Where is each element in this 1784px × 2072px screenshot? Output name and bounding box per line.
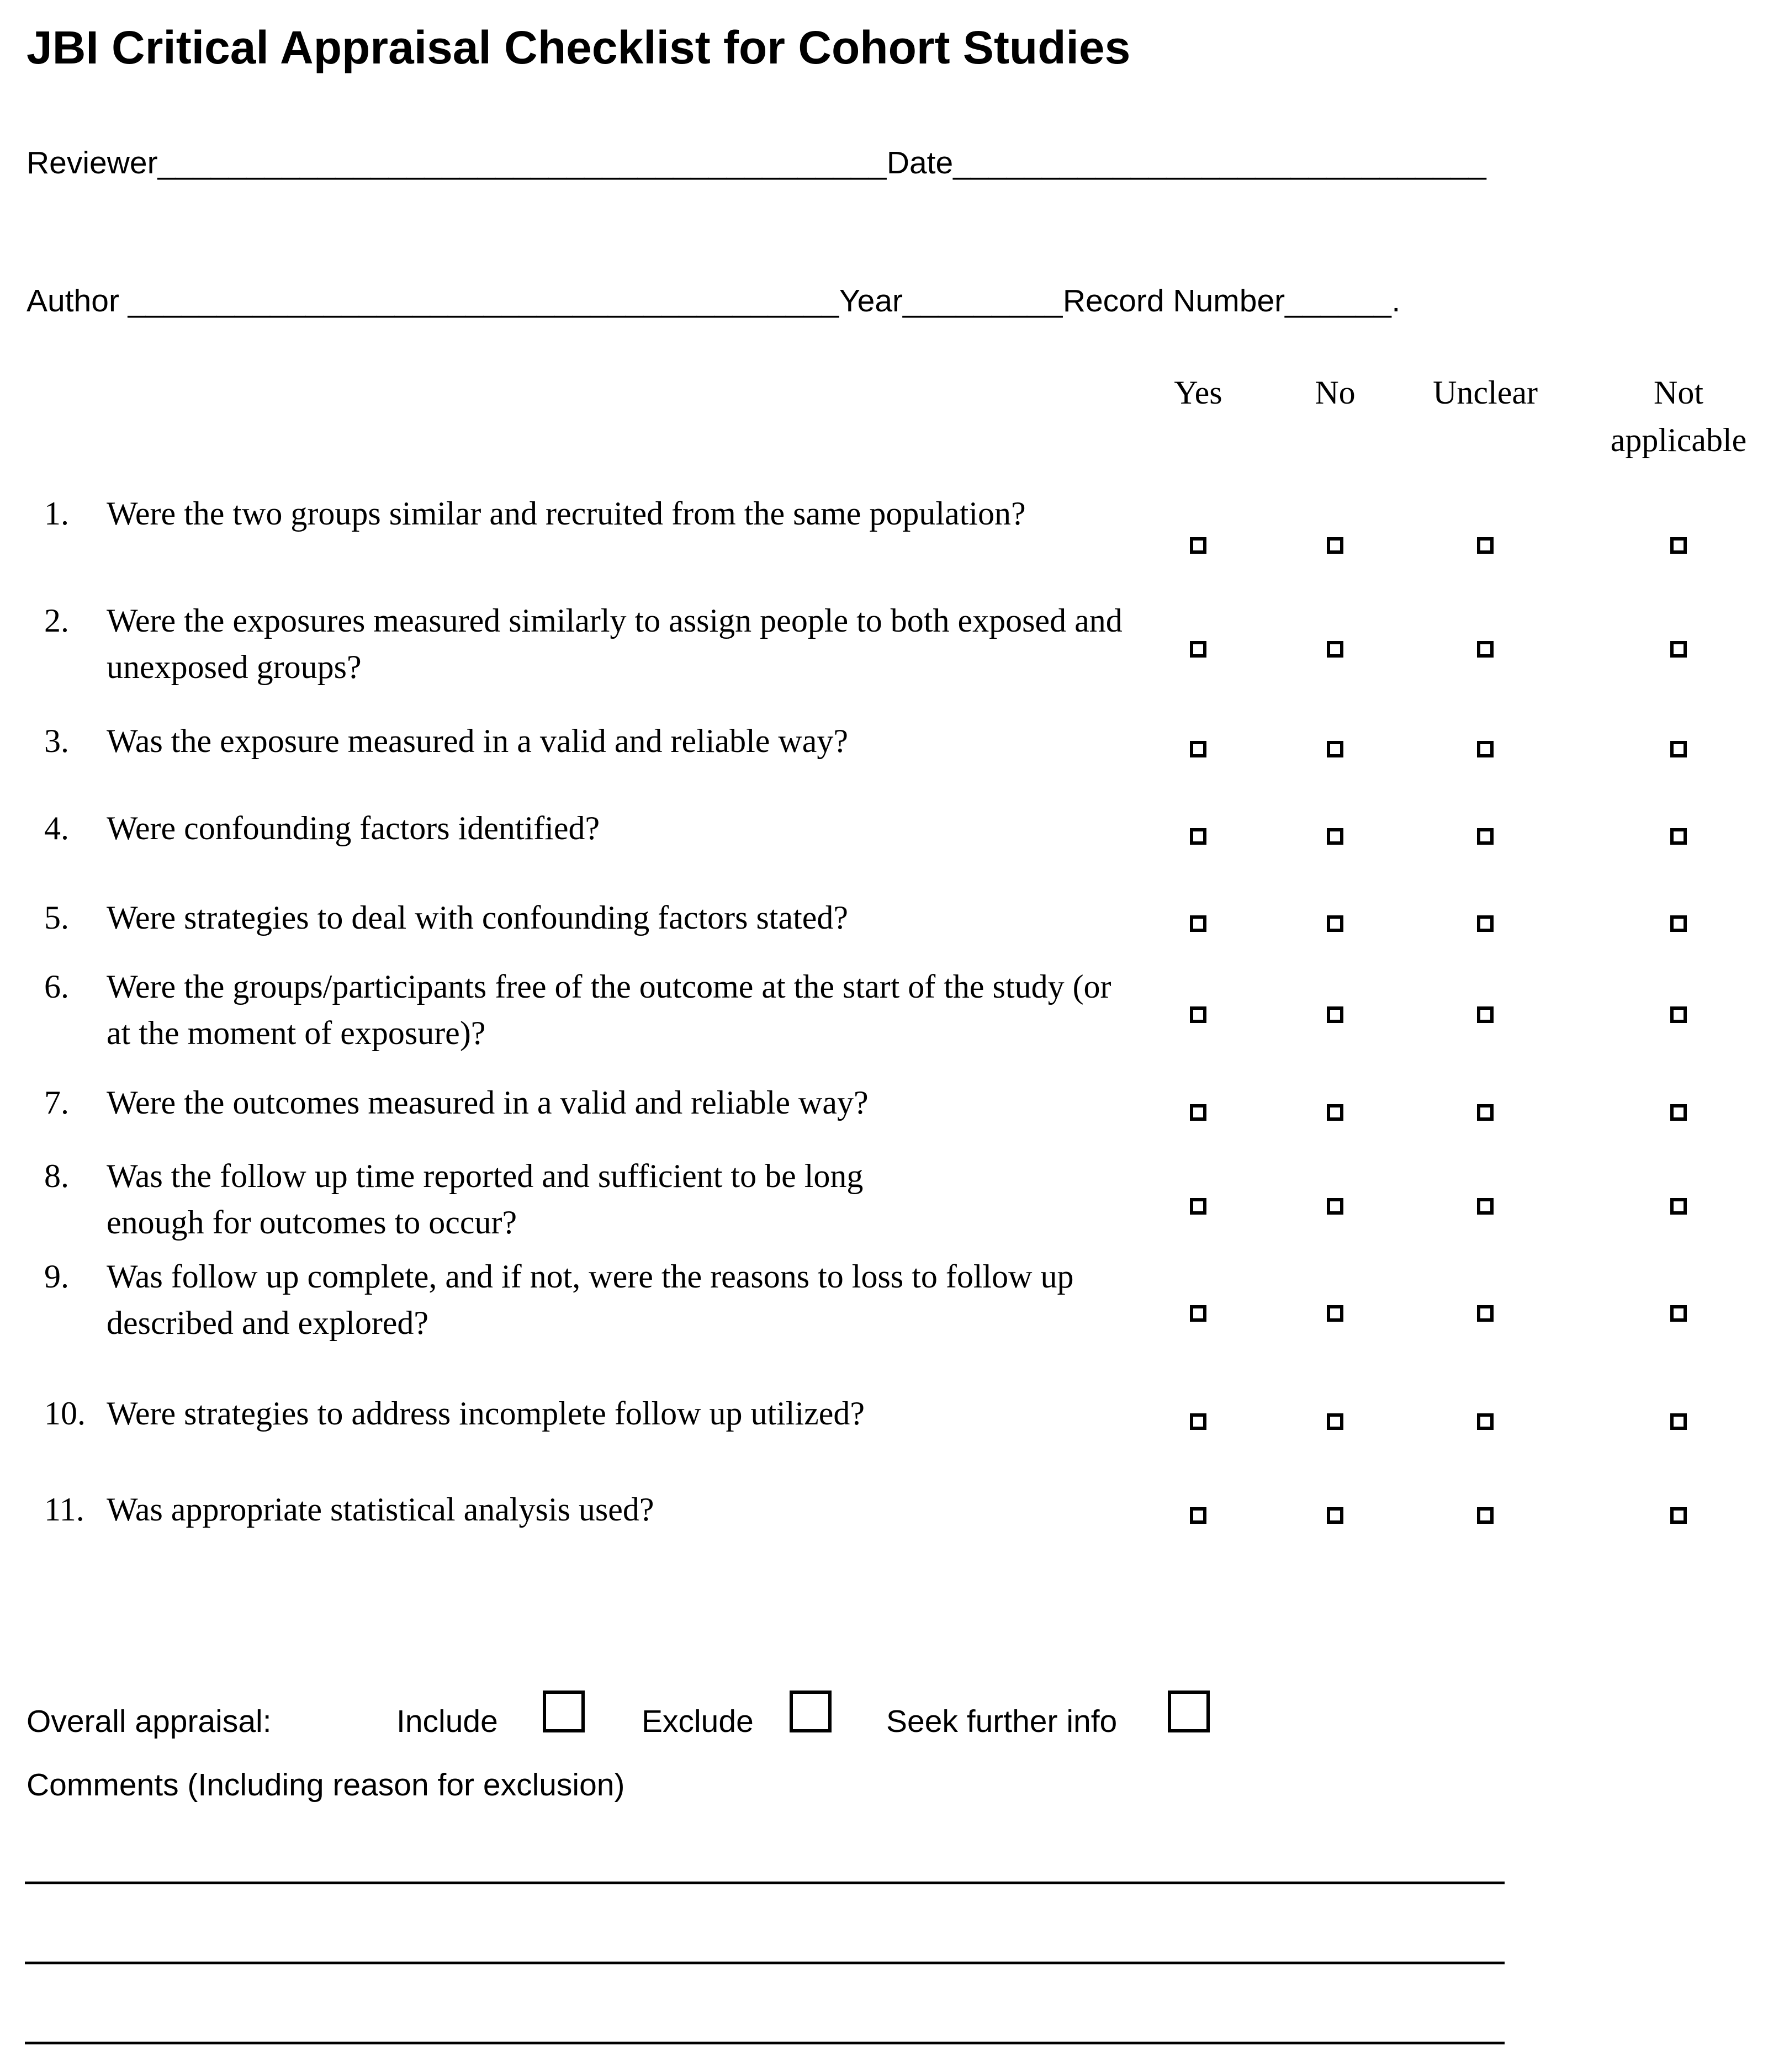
- question-text: Was the exposure measured in a valid and reliable way?: [107, 723, 848, 759]
- record-number-label: Record Number: [1062, 283, 1285, 319]
- checkbox-unclear[interactable]: [1477, 1507, 1494, 1524]
- checkbox-no[interactable]: [1327, 641, 1343, 658]
- checkbox-no[interactable]: [1327, 1413, 1343, 1430]
- checkbox-unclear[interactable]: [1477, 1305, 1494, 1322]
- question-text: Were the groups/participants free of the outcome at the start of the study (or at the moment of exposure)?: [107, 968, 1111, 1051]
- checkbox-unclear[interactable]: [1477, 1006, 1494, 1023]
- column-header-not-applicable: [1611, 369, 1747, 464]
- checkbox-not-applicable[interactable]: [1670, 1305, 1687, 1322]
- overall-appraisal-label: Overall appraisal:: [27, 1704, 272, 1739]
- reviewer-label: Reviewer: [27, 145, 158, 181]
- question-number: 8.: [44, 1158, 69, 1194]
- column-header-no: No: [1315, 374, 1356, 411]
- question-number: 11.: [44, 1491, 84, 1528]
- checkbox-yes[interactable]: [1190, 1507, 1206, 1524]
- comments-label: Comments (Including reason for exclusion): [27, 1767, 625, 1803]
- checkbox-not-applicable[interactable]: [1670, 741, 1687, 757]
- question-number: 1.: [44, 495, 69, 532]
- author-label: Author: [27, 283, 119, 319]
- comment-line[interactable]: [25, 1882, 1505, 1884]
- checkbox-not-applicable[interactable]: [1670, 1413, 1687, 1430]
- question-number: 9.: [44, 1258, 69, 1295]
- question-text: Were the exposures measured similarly to assign people to both exposed and unexposed groups?: [107, 602, 1123, 685]
- include-checkbox[interactable]: [543, 1691, 585, 1732]
- checkbox-no[interactable]: [1327, 1006, 1343, 1023]
- question-text: Were the two groups similar and recruited from the same population?: [107, 495, 1026, 532]
- question-text: Was follow up complete, and if not, were the reasons to loss to follow up described and explored?: [107, 1258, 1074, 1341]
- checkbox-no[interactable]: [1327, 537, 1343, 554]
- comment-line[interactable]: [25, 1962, 1505, 1964]
- checkbox-unclear[interactable]: [1477, 1104, 1494, 1121]
- checkbox-yes[interactable]: [1190, 1413, 1206, 1430]
- checkbox-unclear[interactable]: [1477, 915, 1494, 932]
- reviewer-field[interactable]: _________________________________________: [157, 145, 887, 181]
- author-year-record-row: [27, 283, 1401, 319]
- checkbox-no[interactable]: [1327, 1305, 1343, 1322]
- question-number: 10.: [44, 1395, 86, 1432]
- checkbox-unclear[interactable]: [1477, 641, 1494, 658]
- page-title: JBI Critical Appraisal Checklist for Cohort Studies: [27, 22, 1131, 73]
- checkbox-yes[interactable]: [1190, 1198, 1206, 1215]
- question-text: Was appropriate statistical analysis used?: [107, 1491, 654, 1528]
- include-label: Include: [396, 1704, 498, 1739]
- column-header-unclear: Unclear: [1433, 374, 1538, 411]
- checkbox-no[interactable]: [1327, 741, 1343, 757]
- checkbox-yes[interactable]: [1190, 828, 1206, 845]
- checkbox-not-applicable[interactable]: [1670, 537, 1687, 554]
- record-number-field[interactable]: ______.: [1285, 283, 1401, 319]
- checkbox-yes[interactable]: [1190, 1006, 1206, 1023]
- checkbox-yes[interactable]: [1190, 1305, 1206, 1322]
- checkbox-not-applicable[interactable]: [1670, 641, 1687, 658]
- checkbox-unclear[interactable]: [1477, 1198, 1494, 1215]
- question-text: Were strategies to deal with confounding factors stated?: [107, 899, 849, 936]
- question-number: 3.: [44, 723, 69, 759]
- question-number: 4.: [44, 810, 69, 846]
- checkbox-unclear[interactable]: [1477, 828, 1494, 845]
- date-field[interactable]: ______________________________: [953, 145, 1487, 181]
- year-label: Year: [839, 283, 903, 319]
- date-label: Date: [886, 145, 954, 181]
- checkbox-yes[interactable]: [1190, 641, 1206, 658]
- checkbox-not-applicable[interactable]: [1670, 828, 1687, 845]
- question-number: 6.: [44, 968, 69, 1005]
- seek-further-info-checkbox[interactable]: [1168, 1691, 1210, 1732]
- checkbox-yes[interactable]: [1190, 915, 1206, 932]
- question-number: 5.: [44, 899, 69, 936]
- checkbox-unclear[interactable]: [1477, 537, 1494, 554]
- question-text: Were the outcomes measured in a valid and reliable way?: [107, 1084, 869, 1121]
- checkbox-no[interactable]: [1327, 1507, 1343, 1524]
- checkbox-not-applicable[interactable]: [1670, 1104, 1687, 1121]
- checkbox-unclear[interactable]: [1477, 741, 1494, 757]
- checkbox-no[interactable]: [1327, 1104, 1343, 1121]
- checkbox-no[interactable]: [1327, 828, 1343, 845]
- checkbox-not-applicable[interactable]: [1670, 1198, 1687, 1215]
- checkbox-yes[interactable]: [1190, 741, 1206, 757]
- checkbox-unclear[interactable]: [1477, 1413, 1494, 1430]
- checkbox-no[interactable]: [1327, 1198, 1343, 1215]
- year-field[interactable]: _________: [903, 283, 1063, 319]
- checkbox-not-applicable[interactable]: [1670, 1507, 1687, 1524]
- question-number: 7.: [44, 1084, 69, 1121]
- checkbox-not-applicable[interactable]: [1670, 915, 1687, 932]
- checkbox-not-applicable[interactable]: [1670, 1006, 1687, 1023]
- question-text: Were confounding factors identified?: [107, 810, 600, 846]
- exclude-checkbox[interactable]: [790, 1691, 832, 1732]
- question-number: 2.: [44, 602, 69, 639]
- comment-line[interactable]: [25, 2042, 1505, 2044]
- column-header-not-applicable-line2: applicable: [1610, 422, 1747, 458]
- author-field[interactable]: ________________________________________: [128, 283, 839, 319]
- column-header-not-applicable-line1: Not: [1653, 374, 1703, 411]
- question-text: Were strategies to address incomplete follow up utilized?: [107, 1395, 865, 1432]
- checkbox-yes[interactable]: [1190, 1104, 1206, 1121]
- checkbox-no[interactable]: [1327, 915, 1343, 932]
- exclude-label: Exclude: [642, 1704, 754, 1739]
- checkbox-yes[interactable]: [1190, 537, 1206, 554]
- column-header-yes: Yes: [1174, 374, 1222, 411]
- seek-further-info-label: Seek further info: [886, 1704, 1118, 1739]
- reviewer-date-row: [27, 145, 1486, 181]
- question-text: Was the follow up time reported and sufficient to be long enough for outcomes to occur?: [107, 1158, 864, 1241]
